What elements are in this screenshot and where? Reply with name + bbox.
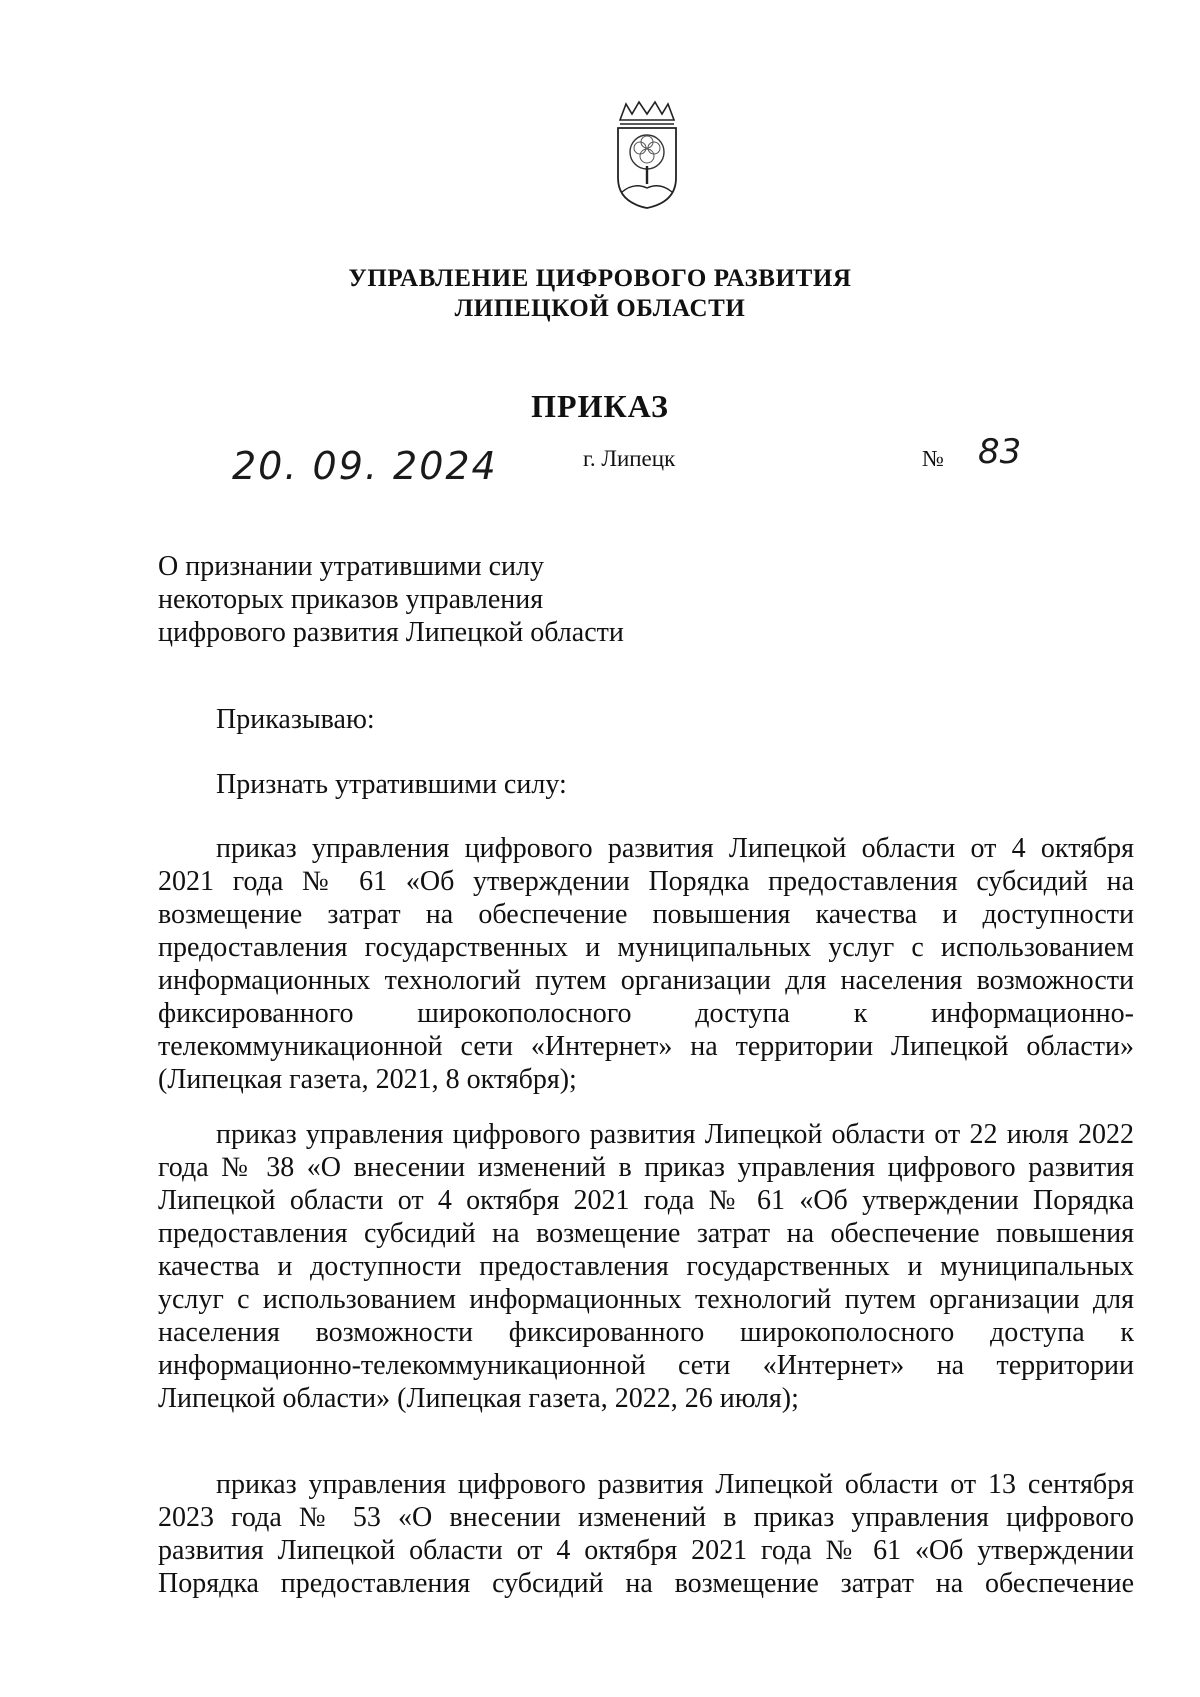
recognize-statement: Признать утратившими силу: xyxy=(216,769,567,800)
organization-name-line1: УПРАВЛЕНИЕ ЦИФРОВОГО РАЗВИТИЯ xyxy=(348,265,852,292)
repealed-order-item-1 xyxy=(158,832,1134,1096)
city-label: г. Липецк xyxy=(583,446,676,471)
paragraph-line: развития Липецкой области от 4 октября 2021 года № 61 «Об утверждении xyxy=(158,1535,1134,1566)
paragraph-line: 2021 года № 61 «Об утверждении Порядка предоставления субсидий на xyxy=(158,866,1134,897)
paragraph-line: приказ управления цифрового развития Липецкой области от 13 сентября xyxy=(216,1469,1134,1500)
paragraph-line: 2023 года № 53 «О внесении изменений в приказ управления цифрового xyxy=(158,1502,1134,1533)
paragraph-line: Липецкой области от 4 октября 2021 года № 61 «Об утверждении Порядка xyxy=(158,1185,1134,1216)
paragraph-line: информационно-телекоммуникационной сети «Интернет» на территории xyxy=(158,1350,1134,1381)
paragraph-line: услуг с использованием информационных технологий путем организации для xyxy=(158,1284,1134,1315)
repealed-order-item-3 xyxy=(158,1468,1134,1600)
document-type-title: ПРИКАЗ xyxy=(531,388,669,424)
order-directive: Приказываю: xyxy=(216,704,375,735)
paragraph-line: качества и доступности предоставления государственных и муниципальных xyxy=(158,1251,1134,1282)
organization-name-line2: ЛИПЕЦКОЙ ОБЛАСТИ xyxy=(454,295,746,322)
paragraph-line: Порядка предоставления субсидий на возмещение затрат на обеспечение xyxy=(158,1568,1134,1599)
paragraph-line: (Липецкая газета, 2021, 8 октября); xyxy=(158,1064,577,1095)
paragraph-line: предоставления государственных и муниципальных услуг с использованием xyxy=(158,932,1134,963)
subject-line: некоторых приказов управления xyxy=(158,584,544,615)
handwritten-document-number: 83 xyxy=(978,432,1022,472)
handwritten-date: 20. 09. 2024 xyxy=(232,444,498,488)
paragraph-line: фиксированного широкополосного доступа к информационно- xyxy=(158,998,1134,1029)
number-sign-label: № xyxy=(922,446,944,471)
subject-line: О признании утратившими силу xyxy=(158,551,544,582)
document-subject xyxy=(158,550,718,649)
paragraph-line: телекоммуникационной сети «Интернет» на территории Липецкой области» xyxy=(158,1031,1134,1062)
repealed-order-item-2 xyxy=(158,1118,1134,1415)
paragraph-line: предоставления субсидий на возмещение затрат на обеспечение повышения xyxy=(158,1218,1134,1249)
coat-of-arms-icon xyxy=(612,100,682,212)
paragraph-line: приказ управления цифрового развития Липецкой области от 22 июля 2022 xyxy=(216,1119,1134,1150)
paragraph-line: Липецкой области» (Липецкая газета, 2022, 26 июля); xyxy=(158,1383,799,1414)
paragraph-line: населения возможности фиксированного широкополосного доступа к xyxy=(158,1317,1134,1348)
paragraph-line: приказ управления цифрового развития Липецкой области от 4 октября xyxy=(216,833,1134,864)
paragraph-line: информационных технологий путем организации для населения возможности xyxy=(158,965,1134,996)
subject-line: цифрового развития Липецкой области xyxy=(158,617,624,648)
paragraph-line: возмещение затрат на обеспечение повышения качества и доступности xyxy=(158,899,1134,930)
paragraph-line: года № 38 «О внесении изменений в приказ управления цифрового развития xyxy=(158,1152,1134,1183)
